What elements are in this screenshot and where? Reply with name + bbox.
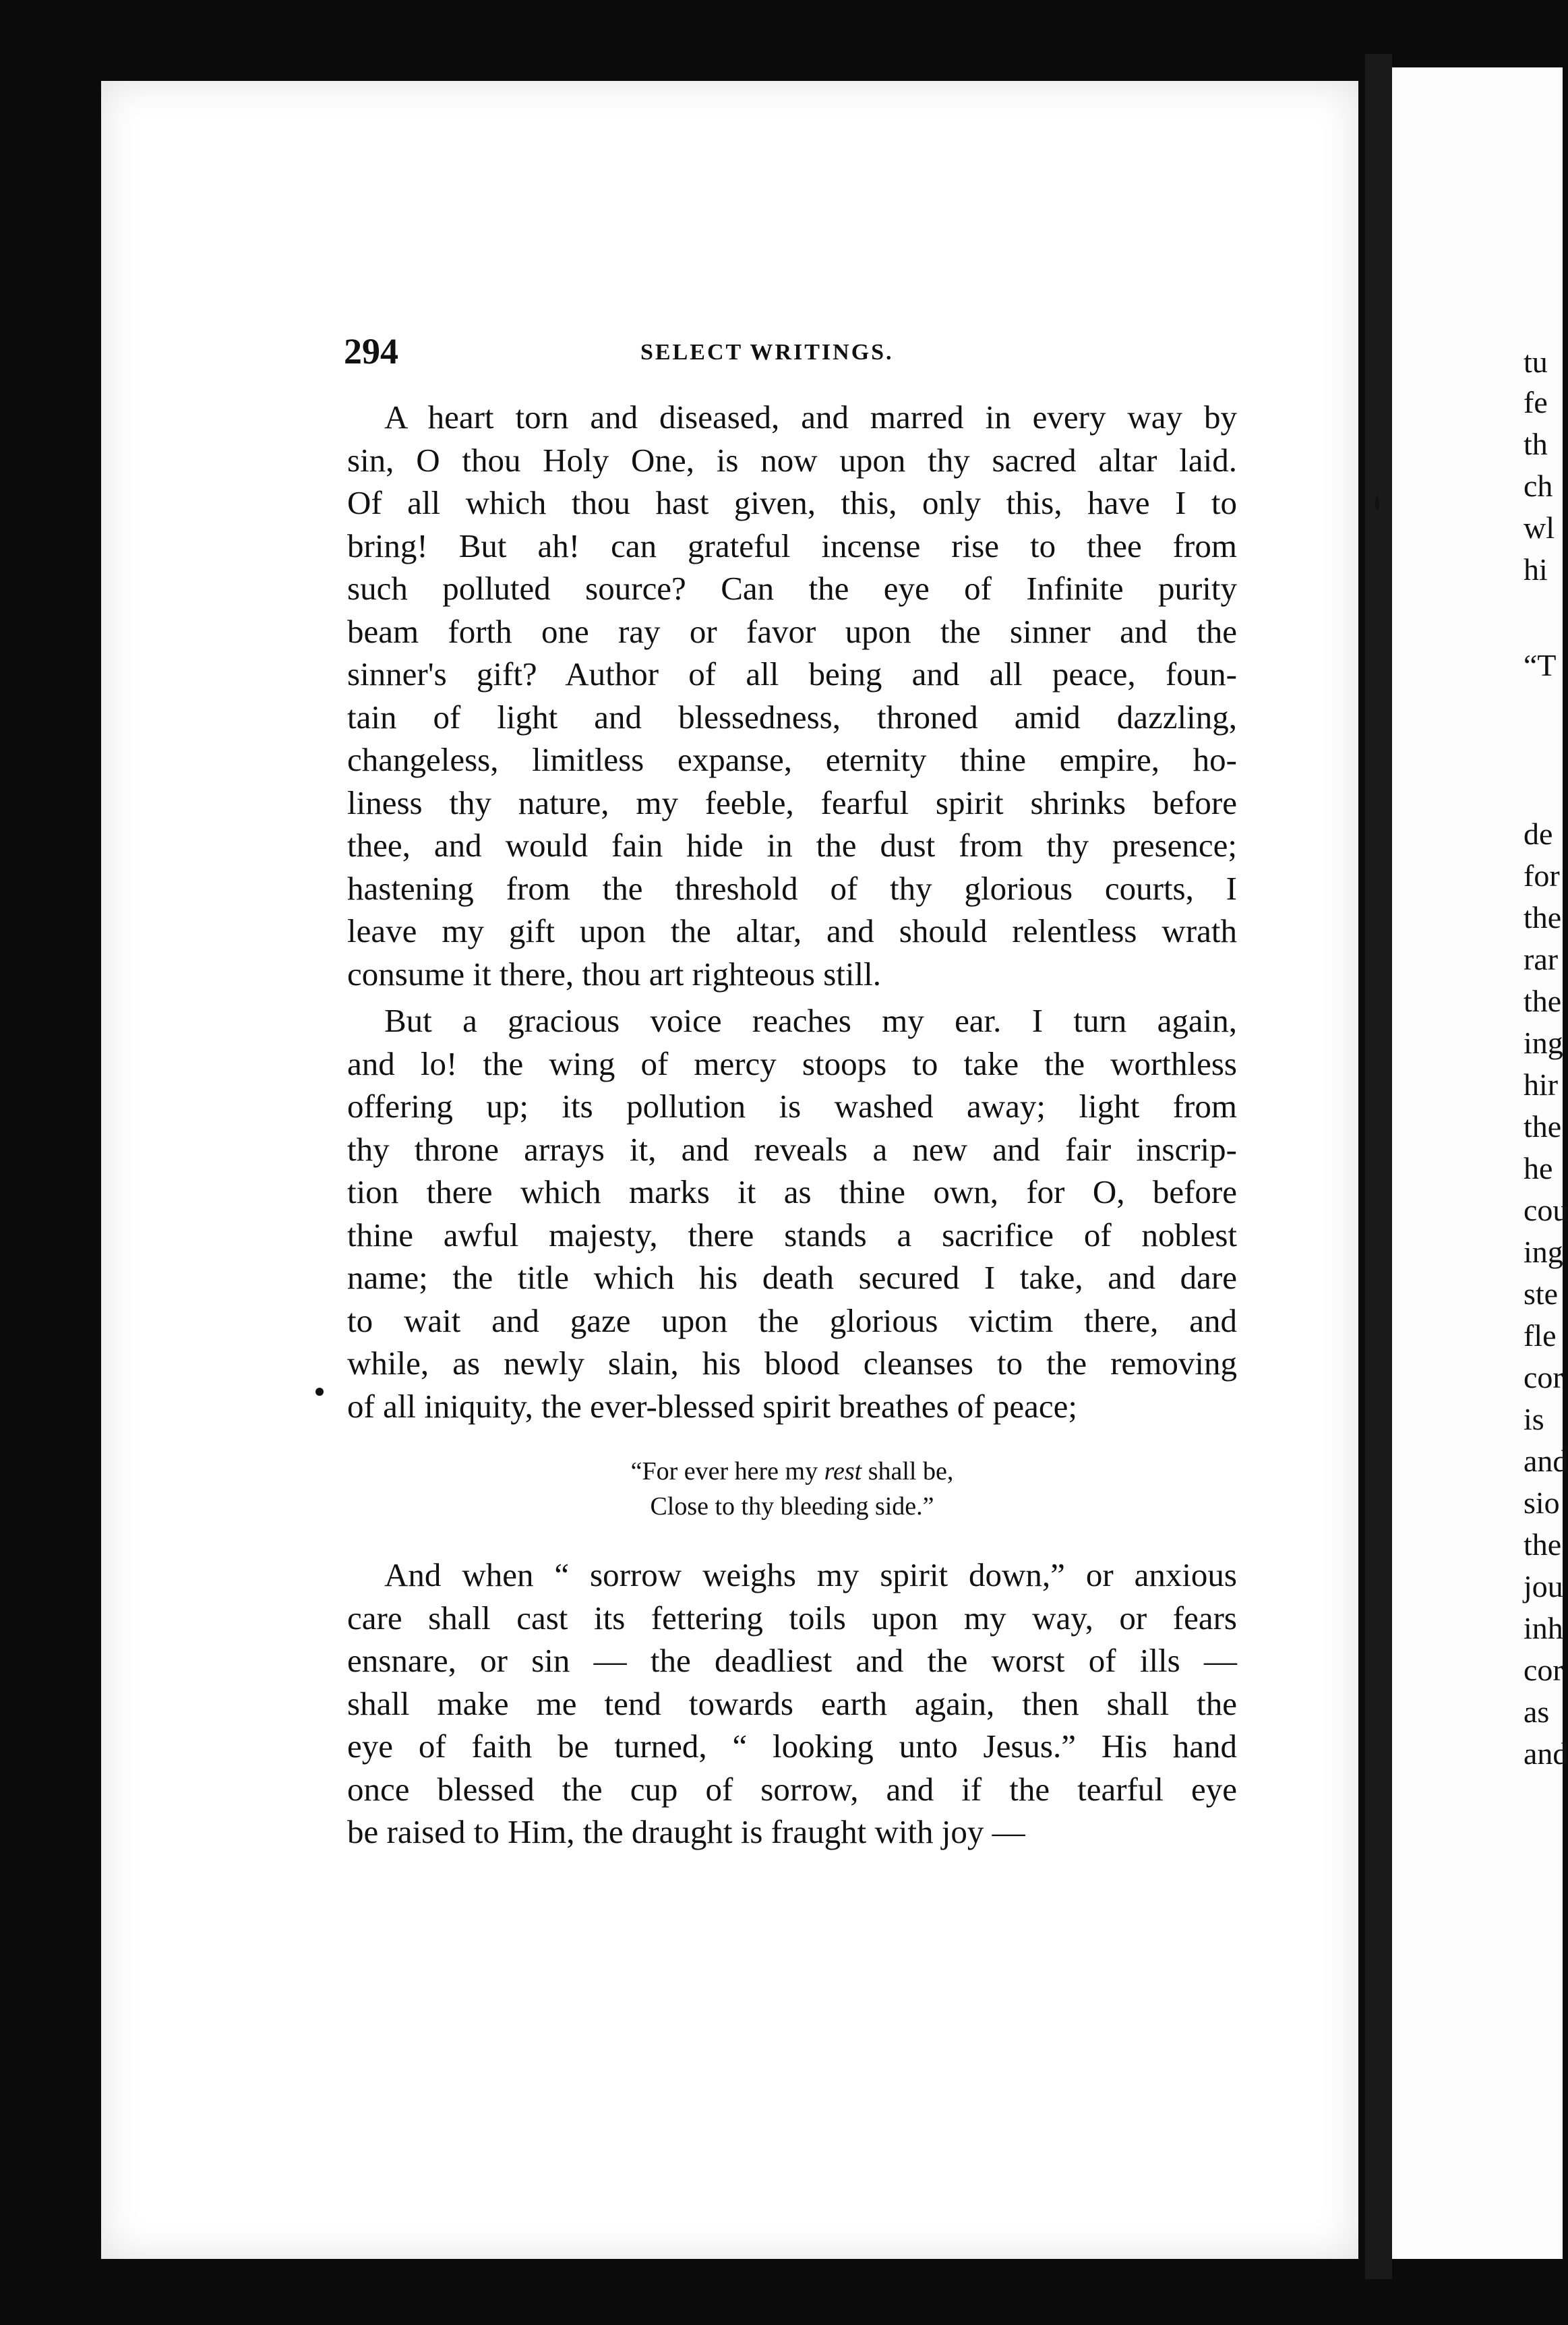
facing-page-fragment: the bbox=[1524, 900, 1562, 935]
facing-page-fragment: cor bbox=[1524, 1653, 1563, 1687]
text-line: be raised to Him, the draught is fraught with joy — bbox=[347, 1813, 1025, 1850]
facing-page-fragment: rar bbox=[1524, 942, 1559, 976]
text-line: of all iniquity, the ever-blessed spirit breathes of peace; bbox=[347, 1387, 1077, 1425]
facing-page-fragment: the bbox=[1524, 1109, 1562, 1144]
facing-page-fragment: ing bbox=[1524, 1026, 1563, 1060]
facing-page-fragment: jou bbox=[1524, 1569, 1563, 1603]
facing-page-fragment: as bbox=[1524, 1695, 1550, 1729]
quote-text: shall be, bbox=[862, 1457, 954, 1485]
quote-emphasis: rest bbox=[824, 1457, 862, 1485]
facing-page-fragment: th bbox=[1524, 427, 1548, 461]
text-line: shall make me tend towards earth again, then shall the bbox=[347, 1684, 1237, 1722]
quote-line-2: Close to thy bleeding side.” bbox=[650, 1492, 934, 1521]
text-line: sin, O thou Holy One, is now upon thy sacred altar laid. bbox=[347, 441, 1237, 479]
text-line: care shall cast its fettering toils upon my way, or fears bbox=[347, 1599, 1237, 1637]
text-line: such polluted source? Can the eye of Infinite purity bbox=[347, 570, 1237, 607]
text-line: thee, and would fain hide in the dust from thy presence; bbox=[347, 827, 1237, 864]
facing-page-fragment: cor bbox=[1524, 1360, 1563, 1394]
text-line: offering up; its pollution is washed away; light from bbox=[347, 1088, 1237, 1125]
text-line: But a gracious voice reaches my ear. I turn again, bbox=[384, 1002, 1237, 1039]
running-title: SELECT WRITINGS. bbox=[640, 340, 894, 365]
text-line: tion there which marks it as thine own, for O, before bbox=[347, 1173, 1237, 1210]
text-line: And when “ sorrow weighs my spirit down,” or anxious bbox=[384, 1556, 1237, 1593]
quote-text: “For ever here my bbox=[630, 1457, 824, 1485]
facing-page-fragment: ste bbox=[1524, 1276, 1559, 1311]
facing-page-fragment: hir bbox=[1524, 1067, 1559, 1102]
text-line: while, as newly slain, his blood cleanses to the removing bbox=[347, 1345, 1237, 1382]
facing-page-fragment: tu bbox=[1524, 345, 1548, 379]
text-line: ensnare, or sin — the deadliest and the worst of ills — bbox=[347, 1642, 1237, 1679]
text-line: beam forth one ray or favor upon the sinner and the bbox=[347, 612, 1237, 650]
facing-page-fragment: cou bbox=[1524, 1193, 1568, 1227]
scan-speck bbox=[315, 1388, 324, 1396]
page-number: 294 bbox=[344, 331, 398, 372]
facing-page-fragment: de bbox=[1524, 817, 1553, 851]
facing-page-fragment: inh bbox=[1524, 1611, 1563, 1645]
text-line: hastening from the threshold of thy glorious courts, I bbox=[347, 869, 1237, 907]
facing-page-fragment: wl bbox=[1524, 510, 1555, 545]
facing-page-fragment: ch bbox=[1524, 469, 1553, 503]
facing-page-fragment: “T bbox=[1524, 648, 1557, 682]
facing-page-fragment: is bbox=[1524, 1402, 1544, 1436]
text-line: and lo! the wing of mercy stoops to take the worthless bbox=[347, 1044, 1237, 1082]
text-line: sinner's gift? Author of all being and all peace, foun- bbox=[347, 655, 1237, 693]
text-line: eye of faith be turned, “ looking unto Jesus.” His hand bbox=[347, 1728, 1237, 1765]
facing-page-fragment: fle bbox=[1524, 1318, 1557, 1353]
text-line: Of all which thou hast given, this, only this, have I to bbox=[347, 484, 1237, 521]
facing-page-fragment: the bbox=[1524, 984, 1562, 1018]
text-line: to wait and gaze upon the glorious victim there, and bbox=[347, 1301, 1237, 1339]
text-line: bring! But ah! can grateful incense rise to thee from bbox=[347, 527, 1237, 564]
text-line: thy throne arrays it, and reveals a new and fair inscrip- bbox=[347, 1130, 1237, 1168]
text-line: thine awful majesty, there stands a sacrifice of noblest bbox=[347, 1216, 1237, 1254]
facing-page-fragment: fe bbox=[1524, 385, 1548, 419]
scan-speck bbox=[1375, 496, 1379, 510]
text-line: changeless, limitless expanse, eternity thine empire, ho- bbox=[347, 741, 1237, 778]
facing-page-fragment: hi bbox=[1524, 552, 1548, 587]
text-line: liness thy nature, my feeble, fearful spirit shrinks before bbox=[347, 784, 1237, 821]
text-line: name; the title which his death secured I take, and dare bbox=[347, 1259, 1237, 1296]
book-gutter bbox=[1365, 54, 1392, 2279]
text-line: leave my gift upon the altar, and should relentless wrath bbox=[347, 912, 1237, 949]
text-line: A heart torn and diseased, and marred in every way by bbox=[384, 399, 1237, 436]
quote-line-1 bbox=[347, 1456, 1237, 1486]
facing-page-fragment: and bbox=[1524, 1736, 1568, 1771]
facing-page-fragment: sio bbox=[1524, 1485, 1560, 1520]
facing-page-fragment: he bbox=[1524, 1151, 1553, 1185]
facing-page-fragment: and bbox=[1524, 1444, 1568, 1478]
facing-page-fragment: for bbox=[1524, 858, 1560, 893]
text-line: once blessed the cup of sorrow, and if the tearful eye bbox=[347, 1770, 1237, 1808]
page-header bbox=[344, 330, 1234, 384]
text-line: consume it there, thou art righteous still. bbox=[347, 955, 882, 993]
text-line: tain of light and blessedness, throned amid dazzling, bbox=[347, 698, 1237, 736]
facing-page-fragment: ing bbox=[1524, 1235, 1563, 1269]
facing-page-fragment: the bbox=[1524, 1527, 1562, 1562]
facing-page bbox=[1392, 67, 1568, 2259]
